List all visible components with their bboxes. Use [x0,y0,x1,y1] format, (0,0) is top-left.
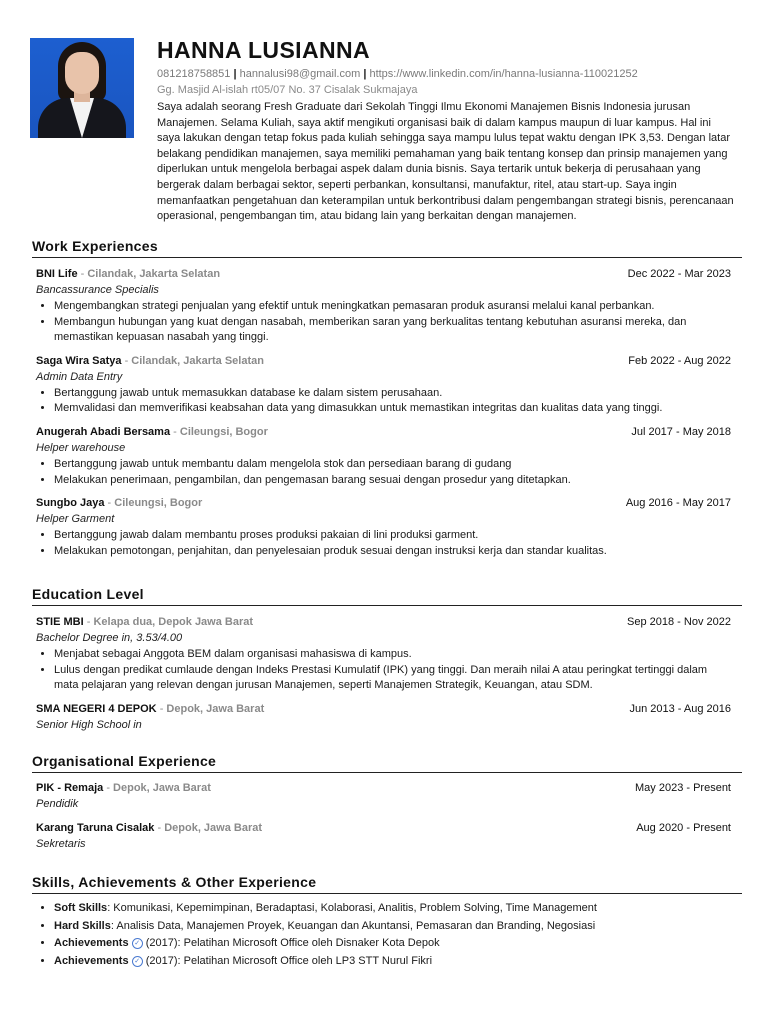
date-range: Aug 2020 - Present [636,822,731,834]
organization-name: Sungbo Jaya [36,497,105,510]
organization-name: Saga Wira Satya [36,354,122,367]
organization-location: Depok, Jawa Barat [113,782,211,794]
skill-label: Soft Skills [54,902,108,914]
organization-name: PIK - Remaja [36,782,104,794]
section-title: Skills, Achievements & Other Experience [32,874,742,894]
work-entry: BNI Life - Cilandak, Jakarta Selatan Dec 2022 - Mar 2023 Bancassurance Specialis • Mengembangkan strategi penjualan yang efektif untuk meningkatkan pemasaran produk asuransi melalui kanal perbankan. • Membangun hubungan yang kuat dengan nasabah, memberikan saran yang berkualitas tentang kebutuhan asuransi mereka, dan memastikan kepuasan nasabah yang tinggi. [36,268,731,346]
achievement-list [36,647,731,694]
education-entry: STIE MBI - Kelapa dua, Depok Jawa Barat Sep 2018 - Nov 2022 Bachelor Degree in, 3.53/4.00 • Menjabat sebagai Anggota BEM dalam organisasi mahasiswa di kampus. • Lulus dengan predikat cumlaude dengan Indeks Prestasi Kumulatif (IPK) yang tinggi. Dan meraih nilai A atau peringkat tertinggi dalam mata pelajaran yang relevan dengan jurusan Manajemen, seperti Manajemen Strategik, Keuangan, atau SDM. [36,616,731,694]
organization-location: Cileungsi, Bogor [114,497,203,510]
list-item: • Melakukan penerimaan, pengambilan, dan pengemasan barang sesuai dengan prosedur yang ditetapkan. [54,473,731,489]
date-range: Jun 2013 - Aug 2016 [629,702,731,715]
skills-section [30,874,742,970]
list-item: • Mengembangkan strategi penjualan yang efektif untuk meningkatkan pemasaran produk asuransi melalui kanal perbankan. [54,299,731,315]
education-section [30,586,742,731]
date-range: Dec 2022 - Mar 2023 [627,268,731,280]
institution-name: SMA NEGERI 4 DEPOK [36,702,157,715]
achievement-text: (2017): Pelatihan Microsoft Office oleh LP3 STT Nurul Fikri [142,954,433,967]
candidate-name: HANNA LUSIANNA [157,37,371,63]
list-item: • Menjabat sebagai Anggota BEM dalam organisasi mahasiswa di kampus. [54,647,731,663]
achievement-label: Achievements [54,937,129,950]
skill-text: : Analisis Data, Manajemen Proyek, Keuangan dan Akuntansi, Pemasaran dan Branding, Negosiasi [110,919,596,932]
list-item [54,935,742,953]
degree: Senior High School in [36,718,142,731]
institution-location: Depok, Jawa Barat [166,702,265,715]
job-role: Bancassurance Specialis [36,284,159,296]
achievement-label: Achievements [54,954,129,967]
email-address[interactable]: hannalusi98@gmail.com [239,68,361,80]
work-entry: Sungbo Jaya - Cileungsi, Bogor Aug 2016 - May 2017 Helper Garment • Bertanggung jawab dalam membantu proses produksi pakaian di lini produksi garment. • Melakukan pemotongan, penjahitan, dan penyelesaian produk sesuai dengan instruksi kerja dan standar kualitas. [36,497,731,559]
section-title: Organisational Experience [32,753,742,773]
verified-check-icon: ✓ [132,938,143,949]
linkedin-link[interactable]: https://www.linkedin.com/in/hanna-lusianna-110021252 [369,68,638,80]
work-entry: Anugerah Abadi Bersama - Cileungsi, Bogor Jul 2017 - May 2018 Helper warehouse • Bertanggung jawab untuk membantu dalam mengelola stok dan persediaan barang di gudang • Melakukan penerimaan, pengambilan, dan pengemasan barang sesuai dengan prosedur yang ditetapkan. [36,426,731,488]
job-role: Helper warehouse [36,441,126,454]
organization-location: Cilandak, Jakarta Selatan [87,268,221,280]
institution-name: STIE MBI [36,616,84,628]
degree: Bachelor Degree in, 3.53/4.00 [36,632,183,644]
job-role: Admin Data Entry [36,370,123,383]
list-item: • Bertanggung jawab untuk membantu dalam mengelola stok dan persediaan barang di gudang [54,457,731,473]
contact-line [157,68,638,80]
organization-name: Anugerah Abadi Bersama [36,425,171,438]
contact-separator: | [233,68,237,80]
list-item [54,900,742,918]
date-range: Aug 2016 - May 2017 [625,497,731,510]
skills-list [36,900,742,970]
date-range: Feb 2022 - Aug 2022 [628,354,731,367]
responsibility-list [36,457,731,488]
profile-summary: Saya adalah seorang Fresh Graduate dari Sekolah Tinggi Ilmu Ekonomi Manajemen Bisnis Indonesia jurusan Manajemen. Selama Kuliah, saya aktif mengikuti organisasi baik di dalam kampus maupun di luar kampus. Hal ini saya lakukan dengan tetap fokus pada kuliah sehingga saya mampu lulus tepat waktu dengan IPK 3,53. Dengan latar belakang pendidikan manajemen, saya memiliki pemahaman yang baik tentang konsep dan prinsip manajemen yang diperlukan untuk mengelola berbagai aspek dalam dunia bisnis. Saya tertarik untuk bekerja di perusahaan yang bergerak dalam berbagai sektor, seperti perbankan, konsultansi, manufaktur, ritel, atau start-up. Saya ingin memanfaatkan pengetahuan dan keterampilan untuk berkontribusi dalam pengembangan strategi bisnis, perencanaan operasional, pengembangan tim, atau bidang lain yang berkaitan dengan manajemen. [157,101,734,223]
achievement-text: (2017): Pelatihan Microsoft Office oleh Disnaker Kota Depok [142,937,440,950]
list-item: • Melakukan pemotongan, penjahitan, dan penyelesaian produk sesuai dengan instruksi kerja dan standar kualitas. [54,544,731,560]
work-experience-section [30,238,742,559]
section-title: Work Experiences [32,238,742,258]
organisation-section [30,753,742,850]
list-item: • Lulus dengan predikat cumlaude dengan Indeks Prestasi Kumulatif (IPK) yang tinggi. Dan meraih nilai A atau peringkat tertinggi dalam mata pelajaran yang relevan dengan jurusan Manajemen, seperti Manajemen Strategik, Keuangan, atau SDM. [54,663,731,694]
home-address: Gg. Masjid Al-islah rt05/07 No. 37 Cisalak Sukmajaya [157,84,418,96]
skill-text: : Komunikasi, Kepemimpinan, Beradaptasi, Kolaborasi, Analitis, Problem Solving, Time Management [107,902,597,914]
section-title: Education Level [32,586,742,606]
responsibility-list [36,528,731,559]
institution-location: Kelapa dua, Depok Jawa Barat [93,616,254,628]
date-range: Jul 2017 - May 2018 [631,425,731,438]
organization-location: Depok, Jawa Barat [164,822,263,834]
skill-label: Hard Skills [54,919,111,932]
list-item: • Membangun hubungan yang kuat dengan nasabah, memberikan saran yang berkualitas tentang kebutuhan asuransi mereka, dan memastikan kepuasan nasabah yang tinggi. [54,315,731,346]
profile-photo [30,38,134,138]
work-entry: Saga Wira Satya - Cilandak, Jakarta Selatan Feb 2022 - Aug 2022 Admin Data Entry • Bertanggung jawab untuk memasukkan database ke dalam sistem perusahaan. • Memvalidasi dan memverifikasi keabsahan data yang dimasukkan untuk memastikan integritas dan kualitas data yang tinggi. [36,355,731,417]
phone-number: 081218758851 [157,68,231,80]
organization-name: BNI Life [36,268,78,280]
list-item: • Bertanggung jawab untuk memasukkan database ke dalam sistem perusahaan. [54,386,731,402]
list-item: • Bertanggung jawab dalam membantu proses produksi pakaian di lini produksi garment. [54,528,731,544]
contact-separator: | [363,68,367,80]
date-range: May 2023 - Present [635,782,731,794]
job-role: Helper Garment [36,513,115,526]
organisation-role: Sekretaris [36,838,86,850]
organisation-entry: Karang Taruna Cisalak - Depok, Jawa Barat Aug 2020 - Present Sekretaris [36,822,731,850]
organisation-role: Pendidik [36,798,79,810]
organization-location: Cilandak, Jakarta Selatan [131,354,264,367]
responsibility-list [36,299,731,346]
organisation-entry: PIK - Remaja - Depok, Jawa Barat May 2023 - Present Pendidik [36,782,731,810]
list-item [54,953,742,971]
date-range: Sep 2018 - Nov 2022 [627,616,731,628]
organization-location: Cileungsi, Bogor [179,425,268,438]
list-item [54,918,742,936]
list-item: • Memvalidasi dan memverifikasi keabsahan data yang dimasukkan untuk memastikan integritas dan kualitas data yang tinggi. [54,401,731,417]
organization-name: Karang Taruna Cisalak [36,822,155,834]
responsibility-list [36,386,731,417]
education-entry: SMA NEGERI 4 DEPOK - Depok, Jawa Barat Jun 2013 - Aug 2016 Senior High School in [36,702,731,731]
verified-check-icon: ✓ [132,956,143,967]
